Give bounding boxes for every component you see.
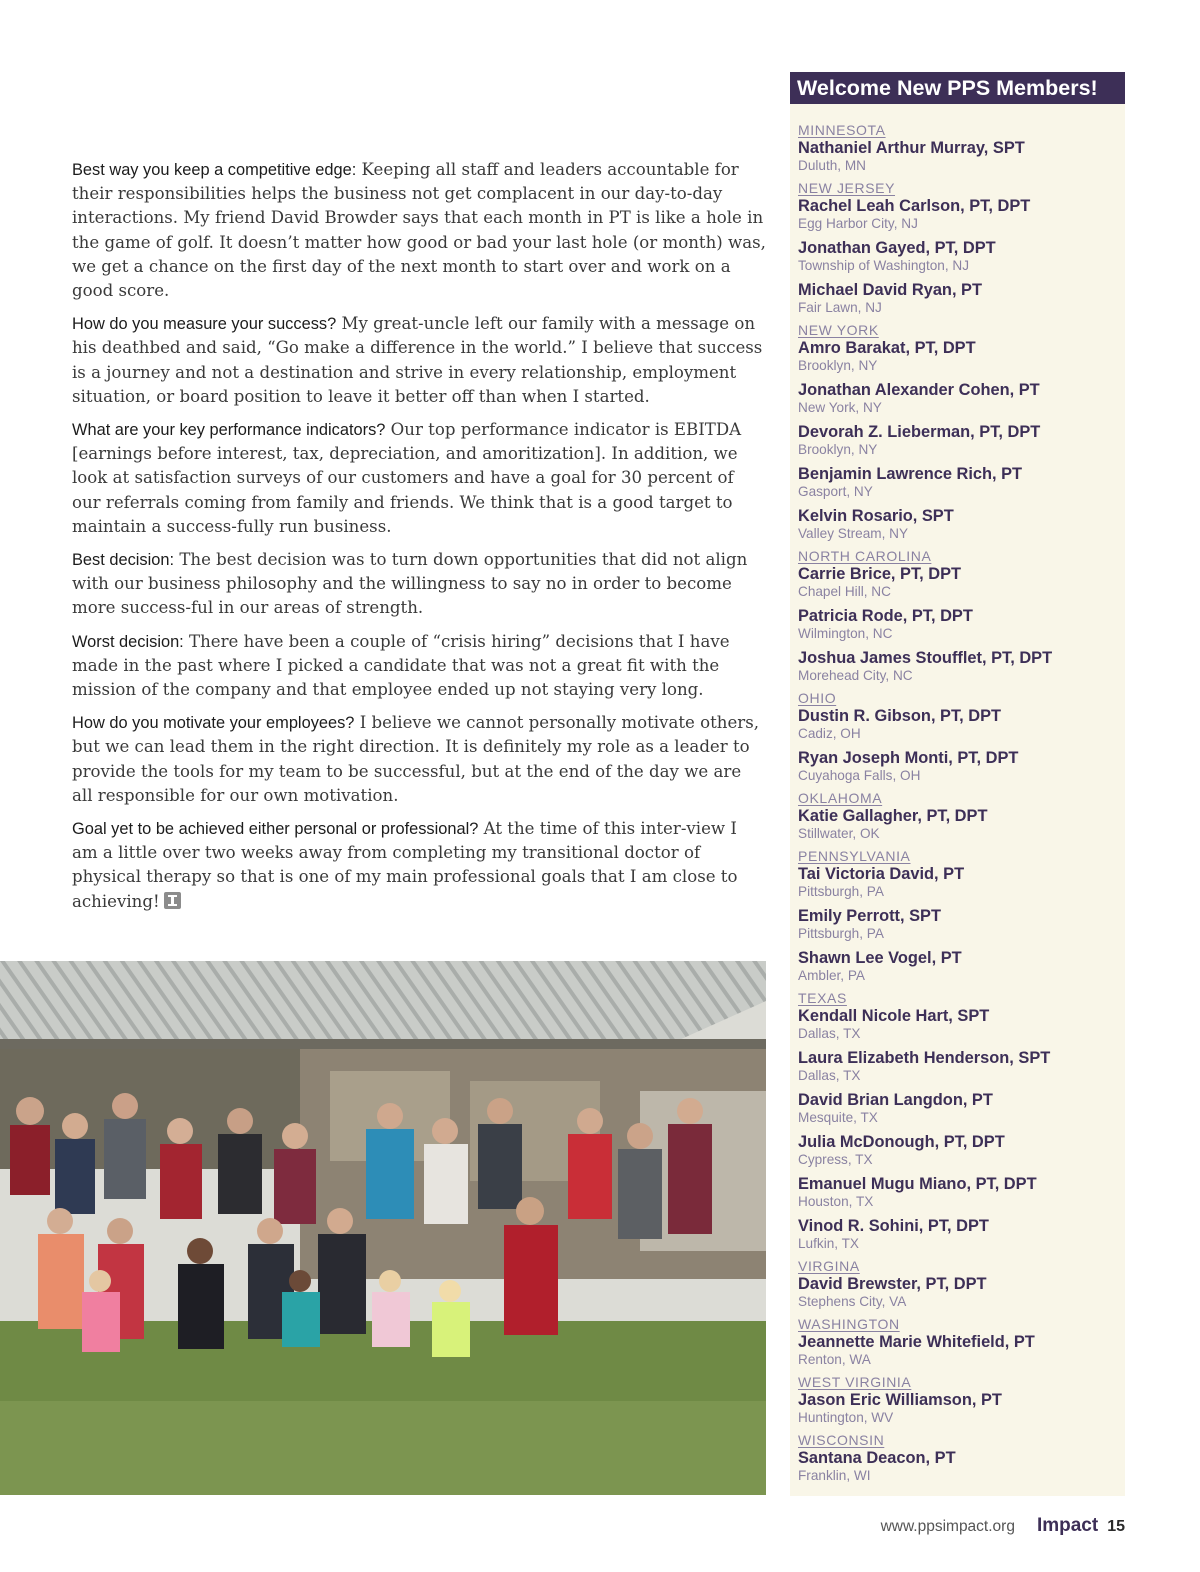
question-label: Best way you keep a competitive edge: (72, 161, 357, 179)
page-number: 15 (1107, 1518, 1125, 1535)
member-name: Michael David Ryan, PT (798, 281, 982, 299)
member-entry (798, 748, 1123, 784)
member-entry (798, 1132, 1123, 1168)
member-name: Julia McDonough, PT, DPT (798, 1133, 1005, 1151)
member-location: Brooklyn, NY (798, 358, 878, 373)
member-name: Katie Gallagher, PT, DPT (798, 807, 988, 825)
article-paragraph (72, 817, 766, 914)
question-label: What are your key performance indicators? (72, 421, 386, 440)
member-entry (798, 1216, 1123, 1252)
member-entry (798, 864, 1123, 900)
answer-text: There have been a couple of “crisis hiring” decisions that I have made in the past where I picked a candidate that was not a great fit with the mission of the company and that employee ended up not staying very long. (72, 631, 730, 700)
member-location: Chapel Hill, NC (798, 584, 891, 599)
member-entry (798, 1006, 1123, 1042)
answer-text: Keeping all staff and leaders accountable for their responsibilities helps the business not get complacent in our day-to-day interactions. My friend David Browder says that each month in PT is like a hole in the game of golf. It doesn’t matter how good or bad your last hole (or month) was, we get a chance on the first day of the next month to start over and work on a good score. (72, 160, 766, 301)
member-location: Stephens City, VA (798, 1294, 907, 1309)
member-location: Valley Stream, NY (798, 526, 909, 541)
answer-text: My great-uncle left our family with a message on his deathbed and said, “Go make a difference in the world.” I believe that success is a journey and not a destination and strive in every relationship, employment situation, or board position to leave it better off than when I started. (72, 314, 763, 406)
member-location: Franklin, WI (798, 1468, 871, 1483)
article-body (72, 158, 766, 923)
member-name: Emanuel Mugu Miano, PT, DPT (798, 1175, 1037, 1193)
state-heading: NEW YORK (798, 322, 879, 338)
member-location: Cuyahoga Falls, OH (798, 768, 921, 783)
member-location: Dallas, TX (798, 1026, 861, 1041)
member-entry (798, 948, 1123, 984)
state-heading: OKLAHOMA (798, 790, 883, 806)
member-name: Kelvin Rosario, SPT (798, 507, 954, 525)
member-entry (798, 380, 1123, 416)
member-entry (798, 1090, 1123, 1126)
member-entry (798, 1448, 1123, 1484)
member-location: Cypress, TX (798, 1152, 873, 1167)
member-entry (798, 464, 1123, 500)
impact-end-mark-icon (164, 892, 181, 909)
member-entry (798, 806, 1123, 842)
question-label: Worst decision: (72, 632, 184, 651)
member-name: Amro Barakat, PT, DPT (798, 339, 976, 357)
member-entry (798, 906, 1123, 942)
member-location: Wilmington, NC (798, 626, 893, 641)
member-location: New York, NY (798, 400, 882, 415)
answer-text: At the time of this inter-view I am a little over two weeks away from completing my transitional doctor of physical therapy so that is one of my main professional goals that I am close to achieving! (72, 819, 738, 911)
member-location: Pittsburgh, PA (798, 926, 884, 941)
member-name: Benjamin Lawrence Rich, PT (798, 465, 1023, 483)
question-label: How do you measure your success? (72, 315, 337, 334)
state-heading: WISCONSIN (798, 1432, 885, 1448)
member-entry (798, 138, 1123, 174)
sidebar-title: Welcome New PPS Members! (790, 72, 1125, 104)
member-location: Duluth, MN (798, 158, 866, 173)
footer-url[interactable]: www.ppsimpact.org (880, 1518, 1015, 1535)
member-location: Lufkin, TX (798, 1236, 859, 1251)
member-location: Ambler, PA (798, 968, 865, 983)
new-members-sidebar (790, 72, 1125, 1496)
member-name: Jeannette Marie Whitefield, PT (798, 1333, 1035, 1351)
member-entry (798, 1274, 1123, 1310)
state-heading: PENNSYLVANIA (798, 848, 911, 864)
state-heading: OHIO (798, 690, 837, 706)
member-location: Brooklyn, NY (798, 442, 878, 457)
state-heading: TEXAS (798, 990, 847, 1006)
member-entry (798, 1048, 1123, 1084)
state-heading: NEW JERSEY (798, 180, 896, 196)
state-heading: WASHINGTON (798, 1316, 900, 1332)
member-entry (798, 706, 1123, 742)
member-name: David Brewster, PT, DPT (798, 1275, 987, 1293)
member-name: Joshua James Stoufflet, PT, DPT (798, 649, 1053, 667)
article-paragraph (72, 418, 766, 539)
member-entry (798, 1332, 1123, 1368)
group-photo (0, 961, 766, 1495)
member-location: Township of Washington, NJ (798, 258, 970, 273)
member-name: Patricia Rode, PT, DPT (798, 607, 973, 625)
member-entry (798, 280, 1123, 316)
answer-text: I believe we cannot personally motivate others, but we can lead them in the right direction. It is definitely my role as a leader to provide the tools for my team to be successful, but at the end of the day we are all responsible for our own motivation. (72, 713, 760, 805)
member-entry (798, 564, 1123, 600)
member-name: Ryan Joseph Monti, PT, DPT (798, 749, 1019, 767)
member-location: Renton, WA (798, 1352, 871, 1367)
member-name: Dustin R. Gibson, PT, DPT (798, 707, 1002, 725)
member-entry (798, 506, 1123, 542)
state-heading: WEST VIRGINIA (798, 1374, 912, 1390)
member-location: Pittsburgh, PA (798, 884, 884, 899)
answer-text: Our top performance indicator is EBITDA [earnings before interest, tax, depreciation, and amoritization]. In addition, we look at satisfaction surveys of our customers and have a goal for 30 percent of our referrals coming from family and friends. We think that is a good target to maintain a success-fully run business. (72, 420, 742, 536)
member-name: Emily Perrott, SPT (798, 907, 942, 925)
member-entry (798, 422, 1123, 458)
footer-brand: Impact (1036, 1515, 1099, 1536)
member-name: Laura Elizabeth Henderson, SPT (798, 1049, 1051, 1067)
member-name: Carrie Brice, PT, DPT (798, 565, 962, 583)
member-location: Fair Lawn, NJ (798, 300, 882, 315)
member-location: Egg Harbor City, NJ (798, 216, 918, 231)
question-label: Best decision: (72, 551, 175, 570)
article-paragraph (72, 630, 766, 703)
member-entry (798, 338, 1123, 374)
state-heading: VIRGINA (798, 1258, 860, 1274)
article-paragraph (72, 158, 766, 303)
member-name: Jonathan Alexander Cohen, PT (798, 381, 1040, 399)
member-entry (798, 606, 1123, 642)
member-name: Nathaniel Arthur Murray, SPT (798, 139, 1025, 157)
article-paragraph (72, 711, 766, 808)
article-paragraph (72, 548, 766, 621)
member-name: Tai Victoria David, PT (798, 865, 965, 883)
member-location: Morehead City, NC (798, 668, 913, 683)
member-location: Mesquite, TX (798, 1110, 878, 1125)
member-location: Stillwater, OK (798, 826, 880, 841)
member-location: Houston, TX (798, 1194, 874, 1209)
question-label: How do you motivate your employees? (72, 714, 355, 733)
member-name: Santana Deacon, PT (798, 1449, 956, 1467)
member-entry (798, 238, 1123, 274)
member-name: David Brian Langdon, PT (798, 1091, 993, 1109)
member-location: Gasport, NY (798, 484, 873, 499)
state-heading: MINNESOTA (798, 122, 886, 138)
question-label: Goal yet to be achieved either personal or professional? (72, 820, 479, 839)
member-entry (798, 1390, 1123, 1426)
member-entry (798, 1174, 1123, 1210)
member-name: Jason Eric Williamson, PT (798, 1391, 1002, 1409)
member-location: Cadiz, OH (798, 726, 861, 741)
member-location: Dallas, TX (798, 1068, 861, 1083)
answer-text: The best decision was to turn down opportunities that did not align with our business philosophy and the willingness to say no in order to become more success-ful in our areas of strength. (72, 550, 748, 618)
member-name: Jonathan Gayed, PT, DPT (798, 239, 996, 257)
member-entry (798, 648, 1123, 684)
state-heading: NORTH CAROLINA (798, 548, 932, 564)
member-name: Devorah Z. Lieberman, PT, DPT (798, 423, 1041, 441)
member-location: Huntington, WV (798, 1410, 894, 1425)
members-list (798, 122, 1123, 1490)
member-name: Kendall Nicole Hart, SPT (798, 1007, 990, 1025)
member-name: Vinod R. Sohini, PT, DPT (798, 1217, 989, 1235)
member-name: Shawn Lee Vogel, PT (798, 949, 962, 967)
page-footer (881, 1514, 1125, 1538)
article-paragraph (72, 312, 766, 409)
member-entry (798, 196, 1123, 232)
member-name: Rachel Leah Carlson, PT, DPT (798, 197, 1031, 215)
